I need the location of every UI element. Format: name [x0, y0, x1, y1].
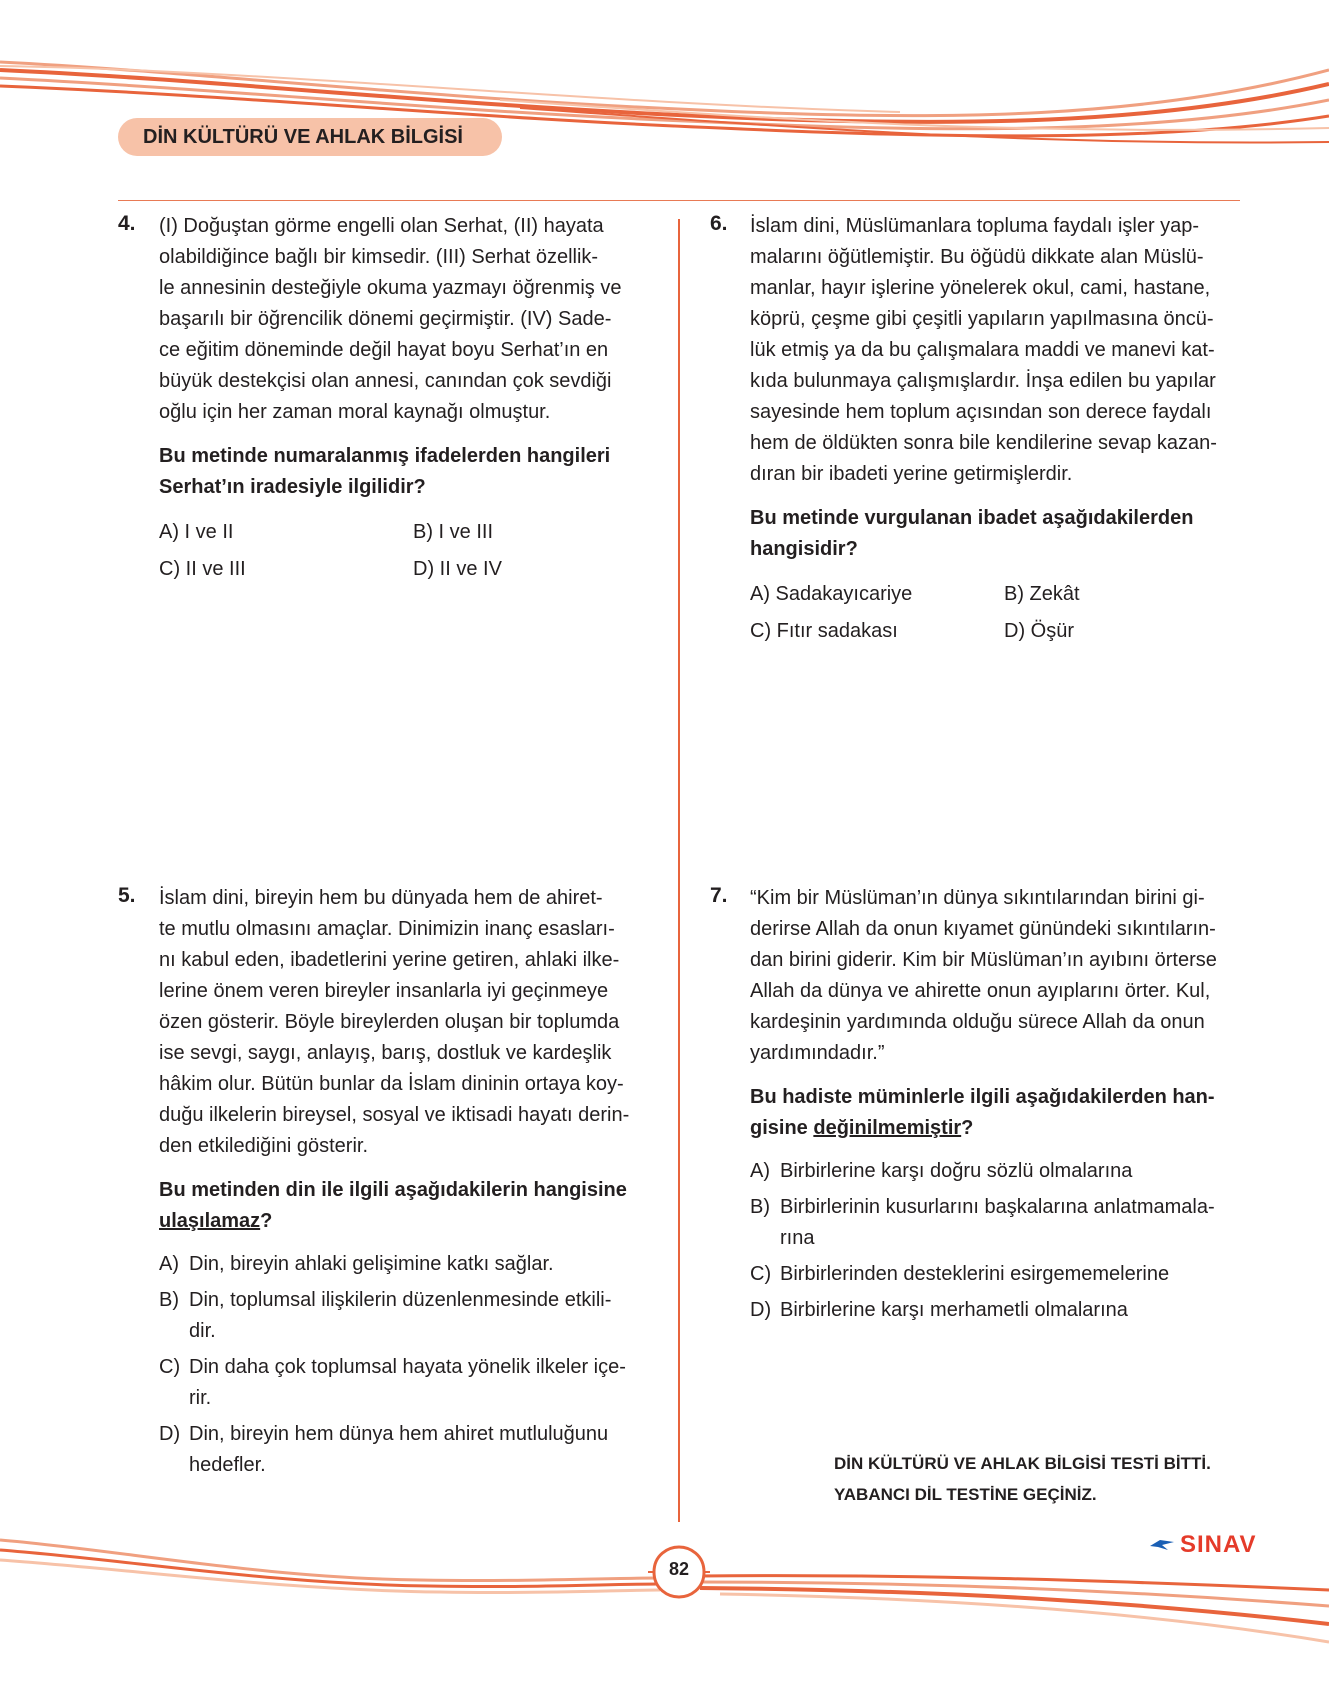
stem-line: ise sevgi, saygı, anlayış, barış, dostluk ve kardeşlik: [159, 1042, 612, 1064]
option-line: Din, bireyin ahlaki gelişimine katkı sağlar.: [189, 1253, 554, 1275]
question-5-options: [159, 1249, 664, 1481]
prompt-line: Serhat’ın iradesiyle ilgilidir?: [159, 476, 426, 498]
prompt-line: Bu hadiste müminlerle ilgili aşağıdakilerden han-: [750, 1086, 1215, 1108]
option-text: [780, 1192, 1250, 1254]
page-number: 82: [668, 1559, 690, 1579]
stem-line: nı kabul eden, ibadetlerini yerine getiren, ahlaki ilke-: [159, 949, 620, 971]
stem-line: lük etmiş ya da bu çalışmalara maddi ve manevi kat-: [750, 339, 1215, 361]
question-4-options: [159, 517, 664, 585]
question-4: [159, 211, 664, 585]
stem-line: le annesinin desteğiyle okuma yazmayı öğrenmiş ve: [159, 277, 622, 299]
stem-line: İslam dini, bireyin hem bu dünyada hem de ahiret-: [159, 887, 603, 909]
option-d[interactable]: [159, 1419, 664, 1481]
question-4-prompt: [159, 441, 664, 503]
test-end-message: [834, 1448, 1211, 1510]
question-4-number: 4.: [118, 212, 136, 235]
option-text: [780, 1259, 1250, 1290]
stem-line: kardeşinin yardımında olduğu sürece Allah da onun: [750, 1011, 1205, 1033]
option-c[interactable]: [750, 1259, 1250, 1290]
stem-line: ce eğitim döneminde değil hayat boyu Serhat’ın en: [159, 339, 609, 361]
option-line: rir.: [189, 1387, 212, 1409]
option-line: dir.: [189, 1320, 216, 1342]
option-key: C): [750, 1263, 772, 1285]
stem-line: olabildiğince bağlı bir kimsedir. (III) Serhat özellik-: [159, 246, 599, 268]
option-text: [189, 1249, 664, 1280]
question-6-number: 6.: [710, 212, 728, 235]
option-line: Birbirlerinin kusurlarını başkalarına anlatmamala-: [780, 1196, 1215, 1218]
stem-line: İslam dini, Müslümanlara topluma faydalı işler yap-: [750, 215, 1200, 237]
question-5: [159, 883, 664, 1486]
option-line: hedefler.: [189, 1454, 266, 1476]
prompt-line: [750, 1113, 1250, 1144]
stem-line: Allah da dünya ve ahirette onun ayıplarını örter. Kul,: [750, 980, 1211, 1002]
end-message-line: DİN KÜLTÜRÜ VE AHLAK BİLGİSİ TESTİ BİTTİ.: [834, 1454, 1211, 1473]
stem-line: (I) Doğuştan görme engelli olan Serhat, (II) hayata: [159, 215, 604, 237]
stem-line: hâkim olur. Bütün bunlar da İslam dininin ortaya koy-: [159, 1073, 624, 1095]
stem-line: derirse Allah da onun kıyamet günündeki sıkıntıların-: [750, 918, 1216, 940]
header-rule: [118, 200, 1240, 201]
stem-line: oğlu için her zaman moral kaynağı olmuştur.: [159, 401, 551, 423]
stem-line: hem de öldükten sonra bile kendilerine sevap kazan-: [750, 432, 1217, 454]
option-key: D): [750, 1299, 772, 1321]
option-line: Din, bireyin hem dünya hem ahiret mutluluğunu: [189, 1423, 609, 1445]
question-7-prompt: [750, 1082, 1250, 1144]
question-7-number: 7.: [710, 884, 728, 907]
stem-line: den etkilediğini gösterir.: [159, 1135, 369, 1157]
prompt-line: Bu metinde vurgulanan ibadet aşağıdakilerden: [750, 507, 1194, 529]
stem-line: dan birini giderir. Kim bir Müslüman’ın ayıbını örterse: [750, 949, 1217, 971]
option-a[interactable]: [159, 1249, 664, 1280]
stem-line: manlar, hayır işlerine yönelerek okul, cami, hastane,: [750, 277, 1211, 299]
option-b[interactable]: [750, 1192, 1250, 1254]
option-a[interactable]: [750, 1156, 1250, 1187]
option-c[interactable]: [159, 1352, 664, 1414]
underlined-keyword: değinilmemiştir: [813, 1117, 962, 1139]
option-a[interactable]: A) I ve II: [159, 521, 234, 543]
option-key: A): [159, 1253, 179, 1275]
option-line: Din daha çok toplumsal hayata yönelik ilkeler içe-: [189, 1356, 626, 1378]
prompt-end: ?: [961, 1117, 974, 1139]
prompt-pre: gisine: [750, 1117, 814, 1139]
option-d[interactable]: D) II ve IV: [413, 558, 502, 580]
option-key: B): [159, 1289, 179, 1311]
option-line: rına: [780, 1227, 815, 1249]
question-5-number: 5.: [118, 884, 136, 907]
stem-line: köprü, çeşme gibi çeşitli yapıların yapılmasına öncü-: [750, 308, 1214, 330]
question-7-options: [750, 1156, 1250, 1326]
question-6-options: [750, 579, 1250, 647]
option-b[interactable]: B) I ve III: [413, 521, 494, 543]
option-a[interactable]: A) Sadakayıcariye: [750, 583, 913, 605]
brand-logo-icon: [1148, 1536, 1176, 1554]
question-6-prompt: [750, 503, 1250, 565]
option-line: Birbirlerine karşı doğru sözlü olmalarına: [780, 1160, 1133, 1182]
stem-line: başarılı bir öğrencilik dönemi geçirmiştir. (IV) Sade-: [159, 308, 612, 330]
stem-line: te mutlu olmasını amaçlar. Dinimizin inanç esasları-: [159, 918, 615, 940]
question-7: [750, 883, 1250, 1331]
underlined-keyword: ulaşılamaz: [159, 1210, 261, 1232]
question-6: [750, 211, 1250, 647]
prompt-line: Bu metinde numaralanmış ifadelerden hangileri: [159, 445, 611, 467]
option-text: [189, 1285, 664, 1347]
prompt-end: ?: [260, 1210, 273, 1232]
question-5-stem: [159, 883, 664, 1162]
option-c[interactable]: C) II ve III: [159, 558, 246, 580]
subject-title: DİN KÜLTÜRÜ VE AHLAK BİLGİSİ: [143, 126, 463, 148]
stem-line: sayesinde hem toplum açısından son derece faydalı: [750, 401, 1212, 423]
option-key: B): [750, 1196, 770, 1218]
question-5-prompt: [159, 1175, 664, 1237]
stem-line: duğu ilkelerin bireysel, sosyal ve iktisadi hayatı derin-: [159, 1104, 630, 1126]
option-key: D): [159, 1423, 181, 1445]
option-key: C): [159, 1356, 181, 1378]
option-text: [189, 1352, 664, 1414]
question-7-stem: [750, 883, 1250, 1069]
option-line: Birbirlerine karşı merhametli olmalarına: [780, 1299, 1128, 1321]
question-4-stem: [159, 211, 664, 428]
stem-line: özen gösterir. Böyle bireylerden oluşan bir toplumda: [159, 1011, 620, 1033]
option-b[interactable]: B) Zekât: [1004, 583, 1080, 605]
prompt-line: Bu metinden din ile ilgili aşağıdakilerin hangisine: [159, 1179, 627, 1201]
stem-line: büyük destekçisi olan annesi, canından çok sevdiği: [159, 370, 612, 392]
stem-line: “Kim bir Müslüman’ın dünya sıkıntılarından birini gi-: [750, 887, 1205, 909]
stem-line: yardımındadır.”: [750, 1042, 885, 1064]
option-d[interactable]: D) Öşür: [1004, 620, 1074, 642]
option-b[interactable]: [159, 1285, 664, 1347]
option-text: [780, 1295, 1250, 1326]
prompt-line: [159, 1206, 664, 1237]
subject-title-pill: [118, 118, 502, 156]
option-d[interactable]: [750, 1295, 1250, 1326]
option-key: A): [750, 1160, 770, 1182]
question-6-stem: [750, 211, 1250, 490]
column-divider: [678, 219, 680, 1522]
option-line: Birbirlerinden desteklerini esirgememelerine: [780, 1263, 1170, 1285]
stem-line: malarını öğütlemiştir. Bu öğüdü dikkate alan Müslü-: [750, 246, 1204, 268]
stem-line: lerine önem veren bireyler insanlarla iyi geçinmeye: [159, 980, 609, 1002]
option-text: [189, 1419, 664, 1481]
option-text: [780, 1156, 1250, 1187]
stem-line: kıda bulunmaya çalışmışlardır. İnşa edilen bu yapılar: [750, 370, 1216, 392]
prompt-line: hangisidir?: [750, 538, 858, 560]
end-message-line: YABANCI DİL TESTİNE GEÇİNİZ.: [834, 1485, 1097, 1504]
option-c[interactable]: C) Fıtır sadakası: [750, 620, 898, 642]
stem-line: dıran bir ibadeti yerine getirmişlerdir.: [750, 463, 1073, 485]
brand-name: SINAV: [1180, 1531, 1257, 1558]
option-line: Din, toplumsal ilişkilerin düzenlenmesinde etkili-: [189, 1289, 612, 1311]
